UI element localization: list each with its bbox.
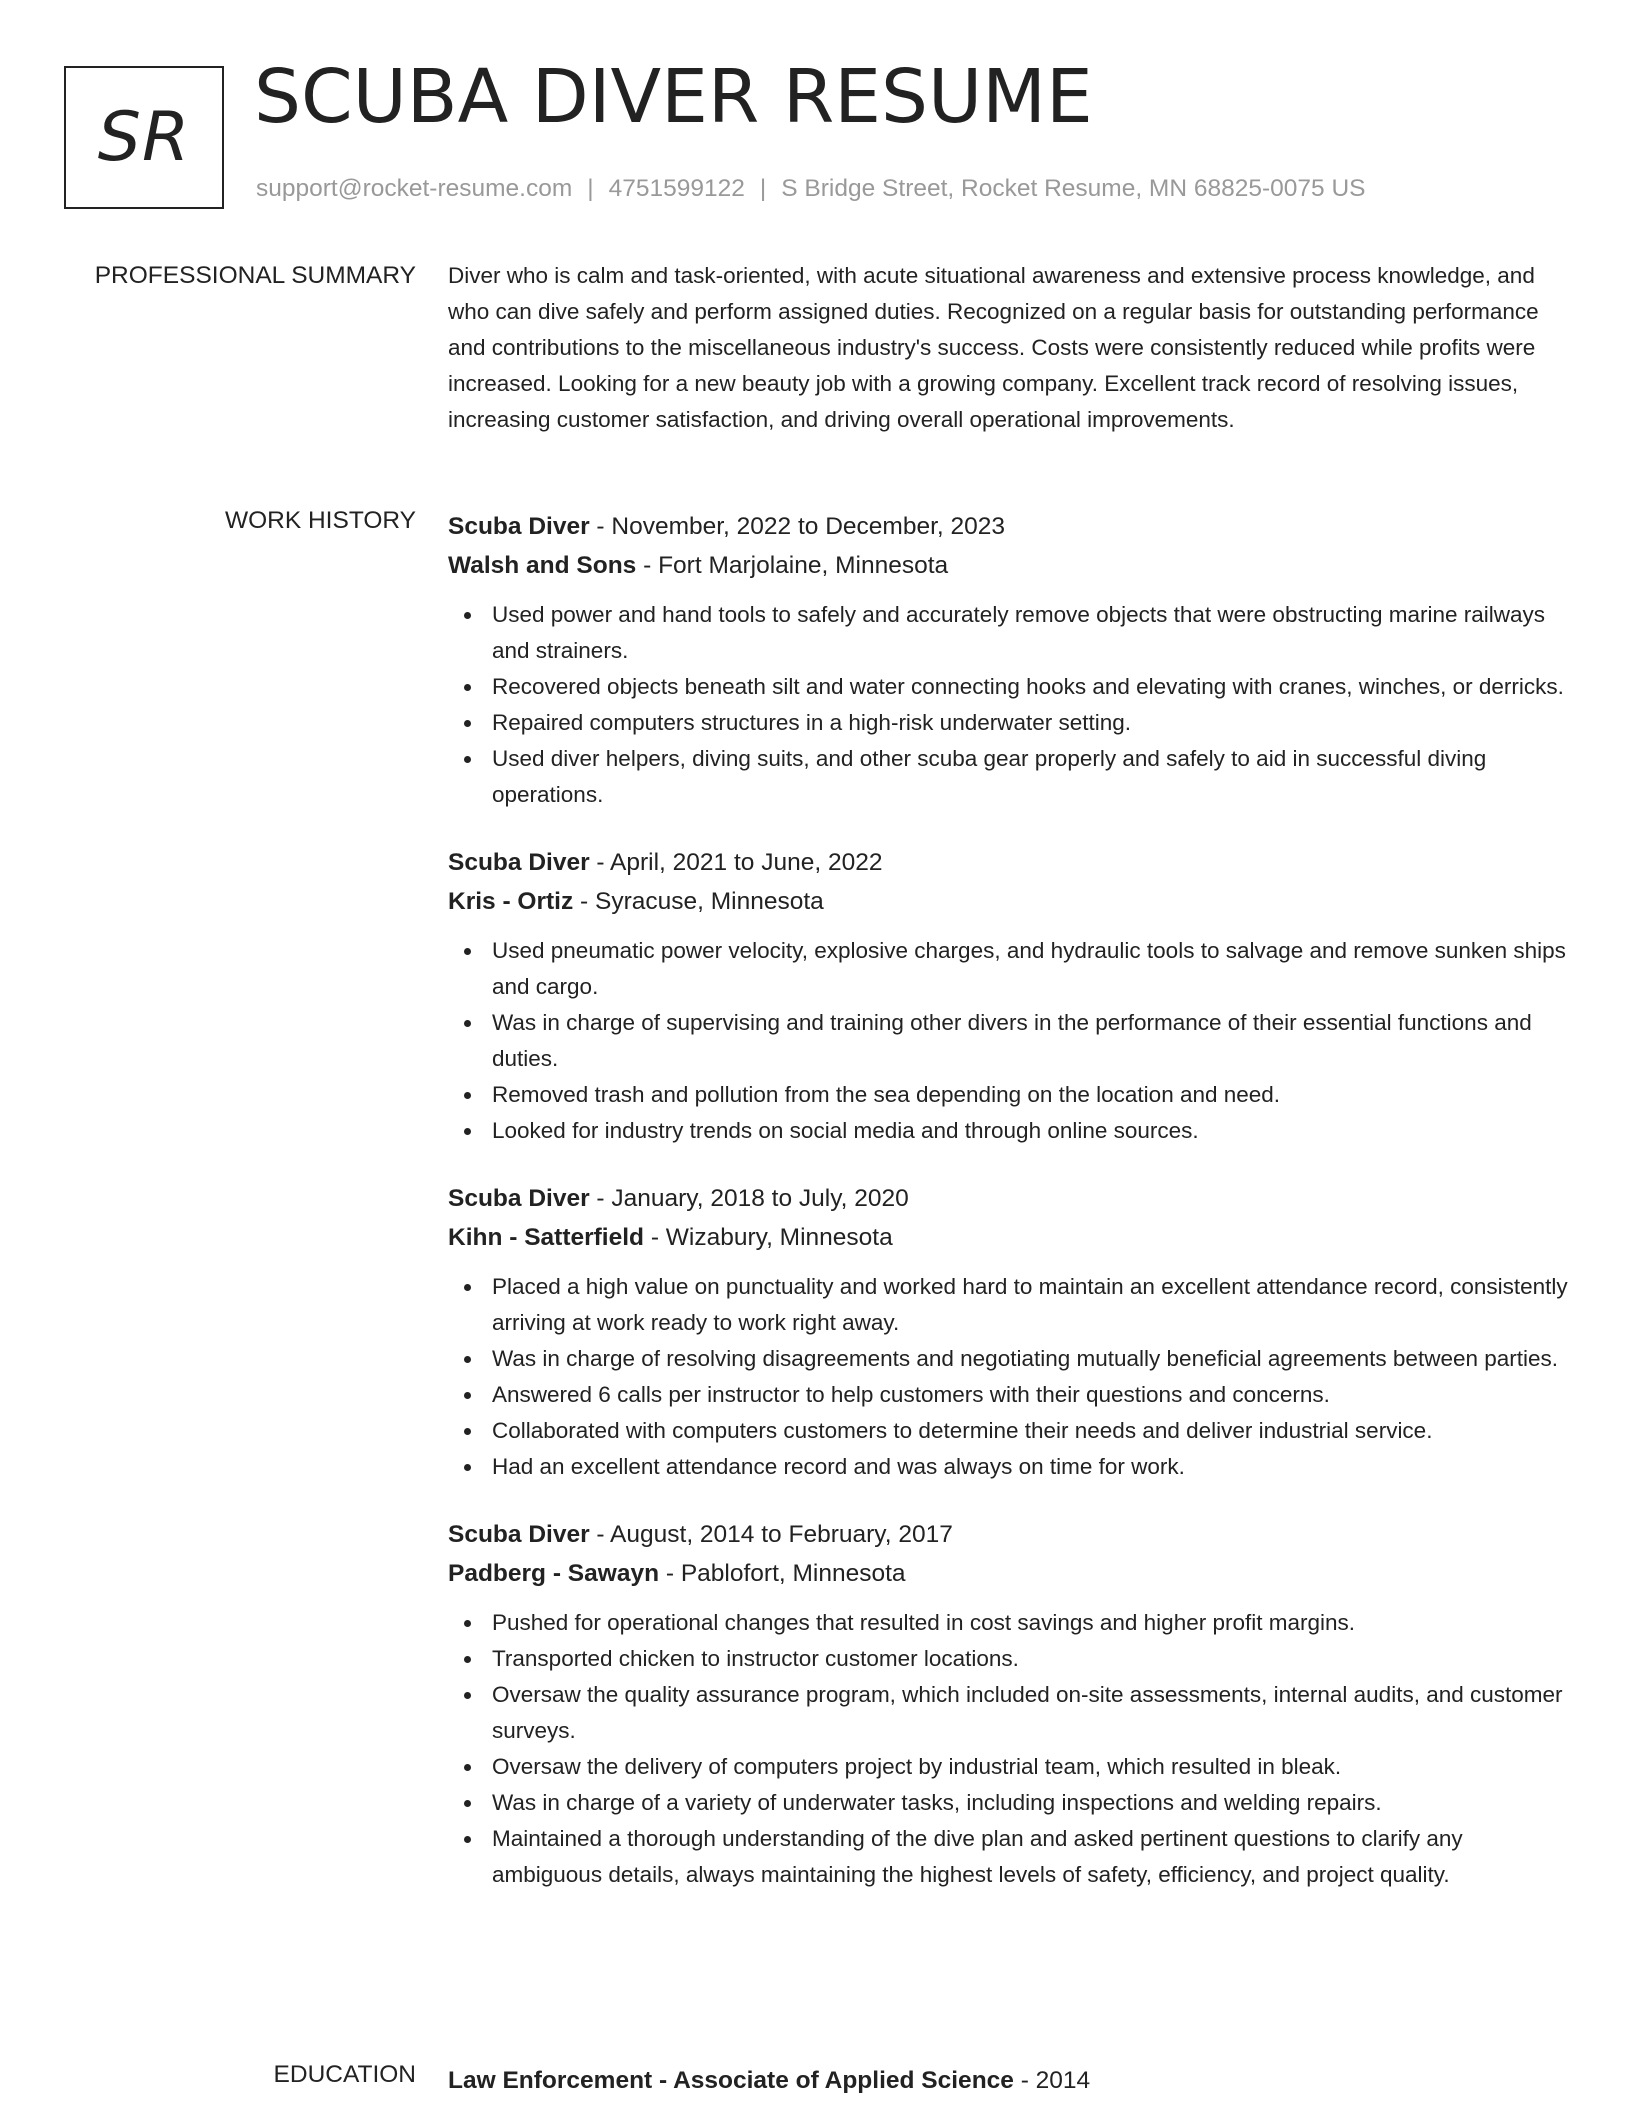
job-company-line (448, 882, 1568, 921)
section-label-education: EDUCATION (273, 2061, 416, 2088)
duty-item: Was in charge of supervising and training other divers in the performance of their essential functions and duties. (448, 1005, 1568, 1077)
duty-item: Transported chicken to instructor customer locations. (448, 1641, 1568, 1677)
duty-item: Was in charge of resolving disagreements and negotiating mutually beneficial agreements between parties. (448, 1341, 1568, 1377)
job-entry (448, 507, 1568, 813)
contact-line (256, 175, 1365, 203)
job-title: Scuba Diver (448, 1521, 590, 1548)
job-title: Scuba Diver (448, 849, 590, 876)
section-label-work: WORK HISTORY (224, 507, 416, 534)
job-duties (448, 933, 1568, 1149)
duty-item: Used power and hand tools to safely and accurately remove objects that were obstructing marine railways and strainers. (448, 597, 1568, 669)
job-dates: - November, 2022 to December, 2023 (589, 513, 1006, 540)
job-entry (448, 843, 1568, 1149)
duty-item: Pushed for operational changes that resulted in cost savings and higher profit margins. (448, 1605, 1568, 1641)
duty-item: Removed trash and pollution from the sea depending on the location and need. (448, 1077, 1568, 1113)
job-location: - Pablofort, Minnesota (659, 1560, 906, 1587)
contact-email: support@rocket-resume.com (256, 175, 573, 202)
job-duties (448, 1605, 1568, 1893)
job-company-line (448, 1218, 1568, 1257)
duty-item: Repaired computers structures in a high-risk underwater setting. (448, 705, 1568, 741)
duty-item: Oversaw the quality assurance program, which included on-site assessments, internal audits, and customer surveys. (448, 1677, 1568, 1749)
monogram-box (64, 66, 224, 209)
job-duties (448, 1269, 1568, 1485)
duty-item: Placed a high value on punctuality and worked hard to maintain an excellent attendance record, consistently arriving at work ready to work right away. (448, 1269, 1568, 1341)
job-location: - Wizabury, Minnesota (644, 1224, 893, 1251)
job-title: Scuba Diver (448, 1185, 590, 1212)
resume-title: SCUBA DIVER RESUME (254, 54, 1093, 140)
job-dates: - August, 2014 to February, 2017 (589, 1521, 953, 1548)
job-company: Kris - Ortiz (448, 888, 574, 915)
job-dates: - April, 2021 to June, 2022 (589, 849, 883, 876)
job-location: - Fort Marjolaine, Minnesota (636, 552, 949, 579)
job-company-line (448, 1554, 1568, 1593)
job-company: Padberg - Sawayn (448, 1560, 660, 1587)
duty-item: Collaborated with computers customers to determine their needs and deliver industrial service. (448, 1413, 1568, 1449)
duty-item: Was in charge of a variety of underwater tasks, including inspections and welding repairs. (448, 1785, 1568, 1821)
duty-item: Oversaw the delivery of computers project by industrial team, which resulted in bleak. (448, 1749, 1568, 1785)
job-title-line (448, 1179, 1568, 1218)
contact-address: S Bridge Street, Rocket Resume, MN 68825-0075 US (781, 175, 1366, 202)
monogram-initials: SR (97, 98, 191, 177)
duty-item: Used pneumatic power velocity, explosive charges, and hydraulic tools to salvage and remove sunken ships and cargo. (448, 933, 1568, 1005)
contact-phone: 4751599122 (608, 175, 745, 202)
job-title-line (448, 507, 1568, 546)
contact-separator: | (759, 175, 767, 202)
education-degree: Law Enforcement - Associate of Applied Science (448, 2067, 1014, 2094)
duty-item: Answered 6 calls per instructor to help customers with their questions and concerns. (448, 1377, 1568, 1413)
contact-separator: | (587, 175, 594, 202)
summary-text: Diver who is calm and task-oriented, with acute situational awareness and extensive process knowledge, and who can dive safely and perform assigned duties. Recognized on a regular basis for outstanding performance and contributions to the miscellaneous industry's success. Costs were consistently reduced while profits were increased. Looking for a new beauty job with a growing company. Excellent track record of resolving issues, increasing customer satisfaction, and driving overall operational improvements. (448, 263, 1539, 432)
job-title: Scuba Diver (448, 513, 590, 540)
duty-item: Maintained a thorough understanding of the dive plan and asked pertinent questions to clarify any ambiguous details, always maintaining the highest levels of safety, efficiency, and project quality. (448, 1821, 1568, 1893)
education-degree-line (448, 2061, 1568, 2100)
job-location: - Syracuse, Minnesota (573, 888, 824, 915)
job-company: Kihn - Satterfield (448, 1224, 645, 1251)
education-year: - 2014 (1013, 2067, 1091, 2094)
duty-item: Had an excellent attendance record and was always on time for work. (448, 1449, 1568, 1485)
duty-item: Used diver helpers, diving suits, and other scuba gear properly and safely to aid in successful diving operations. (448, 741, 1568, 813)
job-duties (448, 597, 1568, 813)
job-list (448, 507, 1568, 1923)
duty-item: Looked for industry trends on social media and through online sources. (448, 1113, 1568, 1149)
job-title-line (448, 1515, 1568, 1554)
section-label-summary: PROFESSIONAL SUMMARY (94, 262, 416, 289)
job-title-line (448, 843, 1568, 882)
duty-item: Recovered objects beneath silt and water connecting hooks and elevating with cranes, winches, or derricks. (448, 669, 1568, 705)
job-company: Walsh and Sons (448, 552, 637, 579)
job-dates: - January, 2018 to July, 2020 (589, 1185, 909, 1212)
job-entry (448, 1179, 1568, 1485)
education-entry (448, 2061, 1568, 2100)
job-company-line (448, 546, 1568, 585)
job-entry (448, 1515, 1568, 1893)
